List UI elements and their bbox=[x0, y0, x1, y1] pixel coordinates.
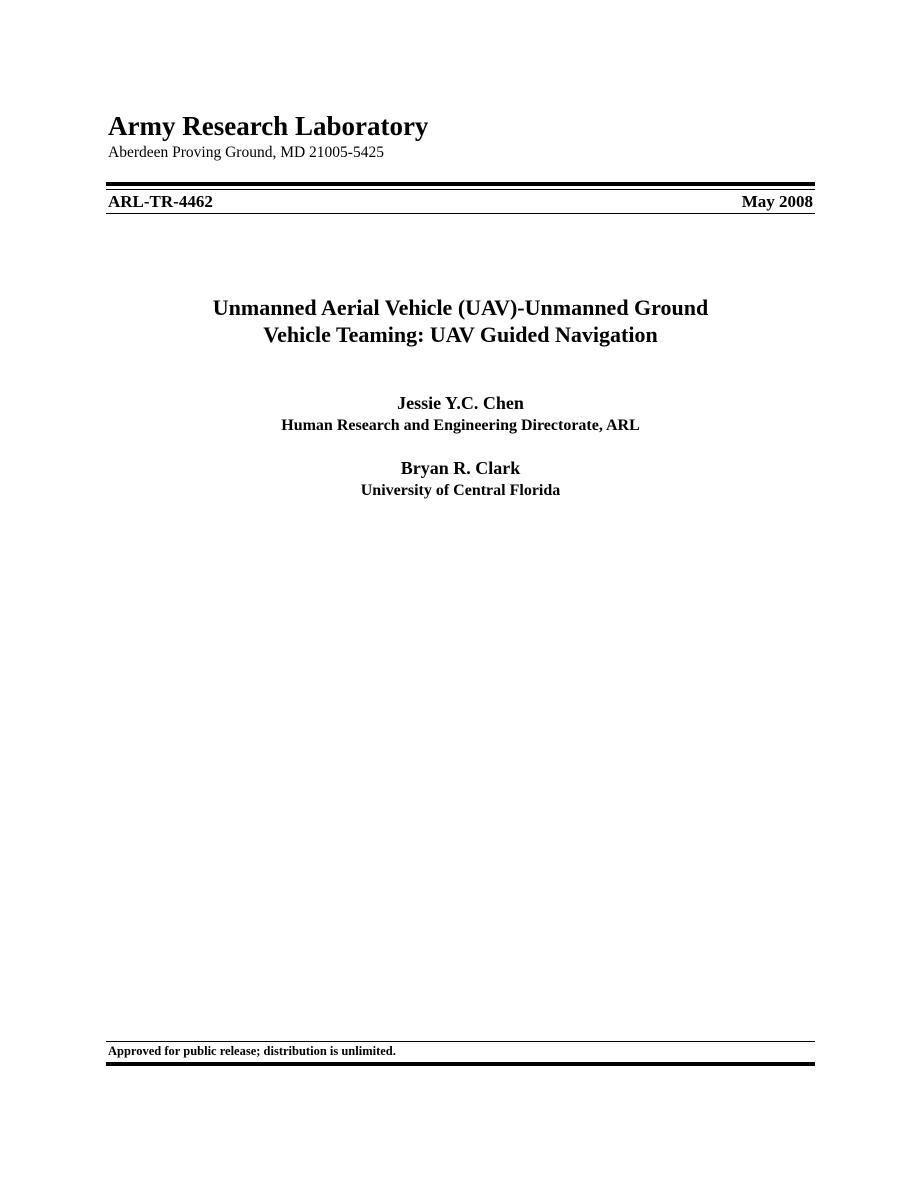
bottom-thick-divider bbox=[106, 1062, 815, 1066]
organization-address: Aberdeen Proving Ground, MD 21005-5425 bbox=[108, 144, 384, 161]
report-number: ARL-TR-4462 bbox=[108, 192, 213, 211]
distribution-statement: Approved for public release; distribution is unlimited. bbox=[108, 1044, 396, 1058]
author-name: Jessie Y.C. Chen bbox=[397, 393, 524, 413]
top-thick-divider bbox=[106, 182, 815, 186]
report-date: May 2008 bbox=[741, 192, 813, 211]
top-thin-divider bbox=[106, 189, 815, 190]
report-info-row bbox=[108, 191, 813, 213]
report-row-divider bbox=[106, 213, 815, 214]
author-name: Bryan R. Clark bbox=[400, 458, 521, 478]
title-line-2: Vehicle Teaming: UAV Guided Navigation bbox=[263, 322, 658, 347]
author-affiliation: Human Research and Engineering Directorate, ARL bbox=[281, 417, 640, 434]
organization-name: Army Research Laboratory bbox=[108, 111, 429, 141]
bottom-thin-divider bbox=[106, 1041, 815, 1042]
title-line-1: Unmanned Aerial Vehicle (UAV)-Unmanned Ground bbox=[212, 295, 709, 320]
author-affiliation: University of Central Florida bbox=[360, 482, 561, 499]
report-title bbox=[106, 294, 815, 348]
